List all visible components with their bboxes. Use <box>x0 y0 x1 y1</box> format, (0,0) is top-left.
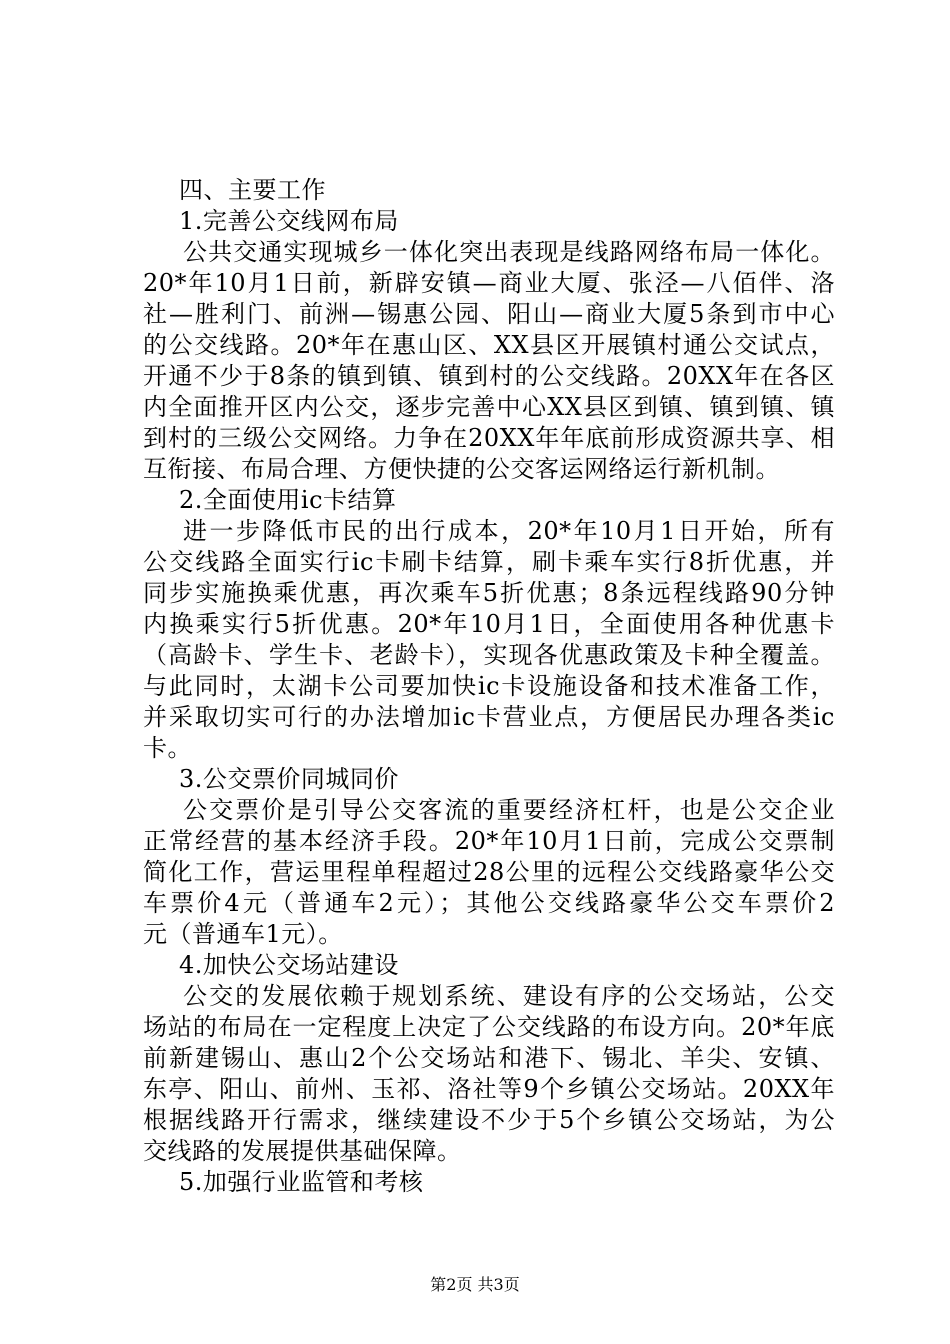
text-line: 3.公交票价同城同价 <box>179 765 399 793</box>
text-line: 前新建锡山、惠山2个公交场站和港下、锡北、羊尖、安镇、 <box>143 1044 835 1072</box>
document-body <box>143 175 835 1198</box>
text-line: 20*年10月1日前，新辟安镇—商业大厦、张泾—八佰伴、洛 <box>143 269 835 297</box>
text-line: 开通不少于8条的镇到镇、镇到村的公交线路。20XX年在各区 <box>143 362 835 390</box>
text-line: 1.完善公交线网布局 <box>179 207 399 235</box>
text-line: 社—胜利门、前洲—锡惠公园、阳山—商业大厦5条到市中心 <box>143 300 835 328</box>
text-line: 元（普通车1元）。 <box>143 920 343 948</box>
text-line: 正常经营的基本经济手段。20*年10月1日前，完成公交票制 <box>143 827 835 855</box>
text-line: （高龄卡、学生卡、老龄卡），实现各优惠政策及卡种全覆盖。 <box>143 641 835 669</box>
text-line: 卡。 <box>143 734 192 762</box>
text-line: 的公交线路。20*年在惠山区、XX县区开展镇村通公交试点， <box>143 331 835 359</box>
text-line: 东亭、阳山、前州、玉祁、洛社等9个乡镇公交场站。20XX年 <box>143 1075 835 1103</box>
text-line: 并采取切实可行的办法增加ic卡营业点，方便居民办理各类ic <box>143 703 835 731</box>
text-line: 交线路的发展提供基础保障。 <box>143 1137 462 1165</box>
text-line: 场站的布局在一定程度上决定了公交线路的布设方向。20*年底 <box>143 1013 835 1041</box>
text-line: 2.全面使用ic卡结算 <box>179 486 397 514</box>
page-footer: 第2页 共3页 <box>430 1275 520 1294</box>
text-line: 到村的三级公交网络。力争在20XX年年底前形成资源共享、相 <box>143 424 835 452</box>
text-line: 同步实施换乘优惠，再次乘车5折优惠；8条远程线路90分钟 <box>143 579 835 607</box>
text-line: 公交票价是引导公交客流的重要经济杠杆，也是公交企业 <box>183 796 835 824</box>
text-line: 进一步降低市民的出行成本，20*年10月1日开始，所有 <box>183 517 835 545</box>
text-line: 5.加强行业监管和考核 <box>179 1168 424 1196</box>
text-line: 互衔接、布局合理、方便快捷的公交客运网络运行新机制。 <box>143 455 780 483</box>
text-line: 四、主要工作 <box>179 176 326 204</box>
text-line: 与此同时，太湖卡公司要加快ic卡设施设备和技术准备工作， <box>143 672 835 700</box>
text-line: 根据线路开行需求，继续建设不少于5个乡镇公交场站，为公 <box>143 1106 835 1134</box>
text-line: 简化工作，营运里程单程超过28公里的远程公交线路豪华公交 <box>143 858 835 886</box>
text-line: 车票价4元（普通车2元）；其他公交线路豪华公交车票价2 <box>143 889 835 917</box>
text-line: 公共交通实现城乡一体化突出表现是线路网络布局一体化。 <box>183 238 835 266</box>
text-line: 内全面推开区内公交，逐步完善中心XX县区到镇、镇到镇、镇 <box>143 393 835 421</box>
text-line: 内换乘实行5折优惠。20*年10月1日，全面使用各种优惠卡 <box>143 610 835 638</box>
text-line: 4.加快公交场站建设 <box>179 951 399 979</box>
text-line: 公交的发展依赖于规划系统、建设有序的公交场站，公交 <box>183 982 835 1010</box>
text-line: 公交线路全面实行ic卡刷卡结算，刷卡乘车实行8折优惠，并 <box>143 548 835 576</box>
